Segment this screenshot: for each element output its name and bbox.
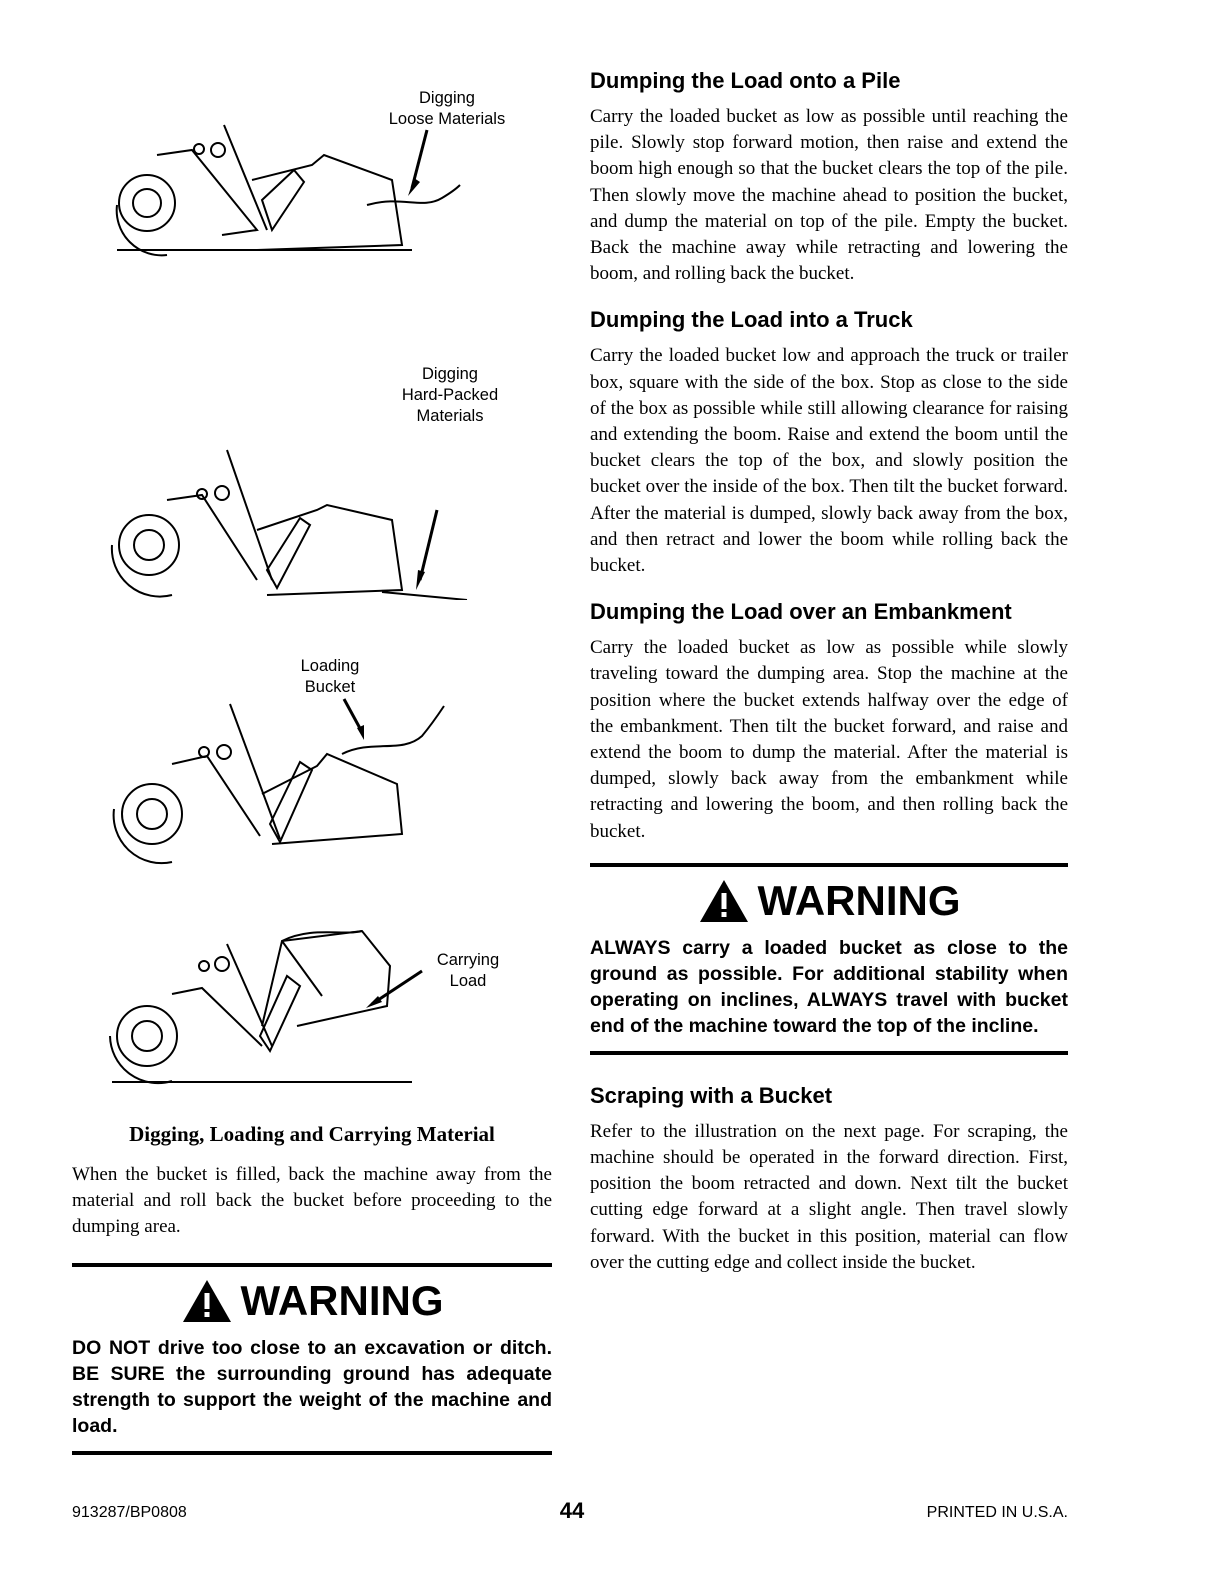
warning-header — [72, 1273, 552, 1329]
figure-carrying-load — [72, 876, 552, 1086]
warning-body-text: ALWAYS carry a loaded bucket as close to the ground as possible. For additional stability when operating on inclines, ALWAYS travel with bucket end of the machine toward the top of the incline. — [590, 936, 1068, 1037]
warning-heading-text: WARNING — [757, 876, 961, 924]
section-text: Carry the loaded bucket as low as possible until reaching the pile. Slowly stop forward motion, then raise and extend the boom high enough so that the bucket clears the top of the pile. Then slowly move the machine ahead to position the bucket, and dump the material on top of the pile. Empty the bucket. Back the machine away while retracting and lowering the boom, and rolling back the bucket. — [590, 106, 1068, 285]
section-heading: Dumping the Load into a Truck — [590, 307, 913, 333]
section-heading: Scraping with a Bucket — [590, 1082, 833, 1108]
section-dump-embankment — [590, 597, 1068, 845]
warning-box-right — [590, 863, 1068, 1055]
loader-illustration-3 — [72, 584, 552, 884]
warning-box-left — [72, 1263, 552, 1455]
section-scraping — [590, 1081, 1068, 1276]
section-text: Carry the loaded bucket as low as possible while slowly traveling toward the dumping area. Stop the machine at the position where the bucket extends halfway over the edge of the embankment. Then tilt the bucket forward, and raise and extend the boom to dump the material. After the material is dumped, slowly back away from the embankment while retracting and lowering the boom, and then rolling back the bucket. — [590, 637, 1068, 842]
page-number: 44 — [559, 1498, 585, 1523]
callout-carrying-load: Carrying Load — [436, 951, 500, 990]
figure-loading-bucket — [72, 584, 552, 884]
figure-caption-title: Digging, Loading and Carrying Material — [129, 1122, 495, 1146]
arrow-head-icon — [408, 178, 420, 196]
doc-number: 913287/BP0808 — [72, 1504, 187, 1521]
figure-digging-loose — [72, 70, 552, 270]
section-text: Carry the loaded bucket low and approach the truck or trailer box, square with the side of the box. Stop as close to the side of the box as possible while still allowing clearance for raising and extending the boom. Raise and extend the boom until the bucket clears the top of the box, and slowly position the bucket over the inside of the box. Then tilt the bucket forward. After the material is dumped, slowly back away from the box, and then retract and lower the boom while rolling back the bucket. — [590, 345, 1068, 577]
left-content — [72, 1162, 552, 1455]
warning-body-text: DO NOT drive too close to an excavation or ditch. BE SURE the surrounding ground has adequate strength to support the weight of the machine and load. — [72, 1336, 552, 1437]
section-heading: Dumping the Load onto a Pile — [590, 68, 901, 93]
callout-digging-loose: Digging Loose Materials — [388, 89, 506, 128]
callout-loading-bucket: Loading Bucket — [300, 657, 360, 696]
section-dump-pile — [590, 66, 1068, 287]
carrying-paragraph: When the bucket is filled, back the machine away from the material and roll back the bucket before proceeding to the dumping area. — [72, 1164, 552, 1238]
right-column — [590, 66, 1068, 1294]
warning-triangle-icon — [698, 878, 750, 924]
printed-notice: PRINTED IN U.S.A. — [926, 1504, 1068, 1521]
callout-digging-hard: Digging Hard-Packed Materials — [401, 365, 499, 425]
warning-header — [590, 873, 1068, 929]
warning-triangle-icon — [181, 1278, 233, 1324]
figure-digging-hard — [72, 360, 552, 600]
page-footer — [72, 1500, 1068, 1524]
section-heading: Dumping the Load over an Embankment — [590, 599, 1012, 625]
section-text: Refer to the illustration on the next page. For scraping, the machine should be operated in the forward direction. First, position the boom retracted and down. Next tilt the bucket cutting edge forward at a slight angle. Then travel slowly forward. With the bucket in this position, material can flow over the cutting edge and collect inside the bucket. — [590, 1120, 1068, 1273]
warning-heading-text: WARNING — [240, 1276, 444, 1324]
section-dump-truck — [590, 305, 1068, 579]
